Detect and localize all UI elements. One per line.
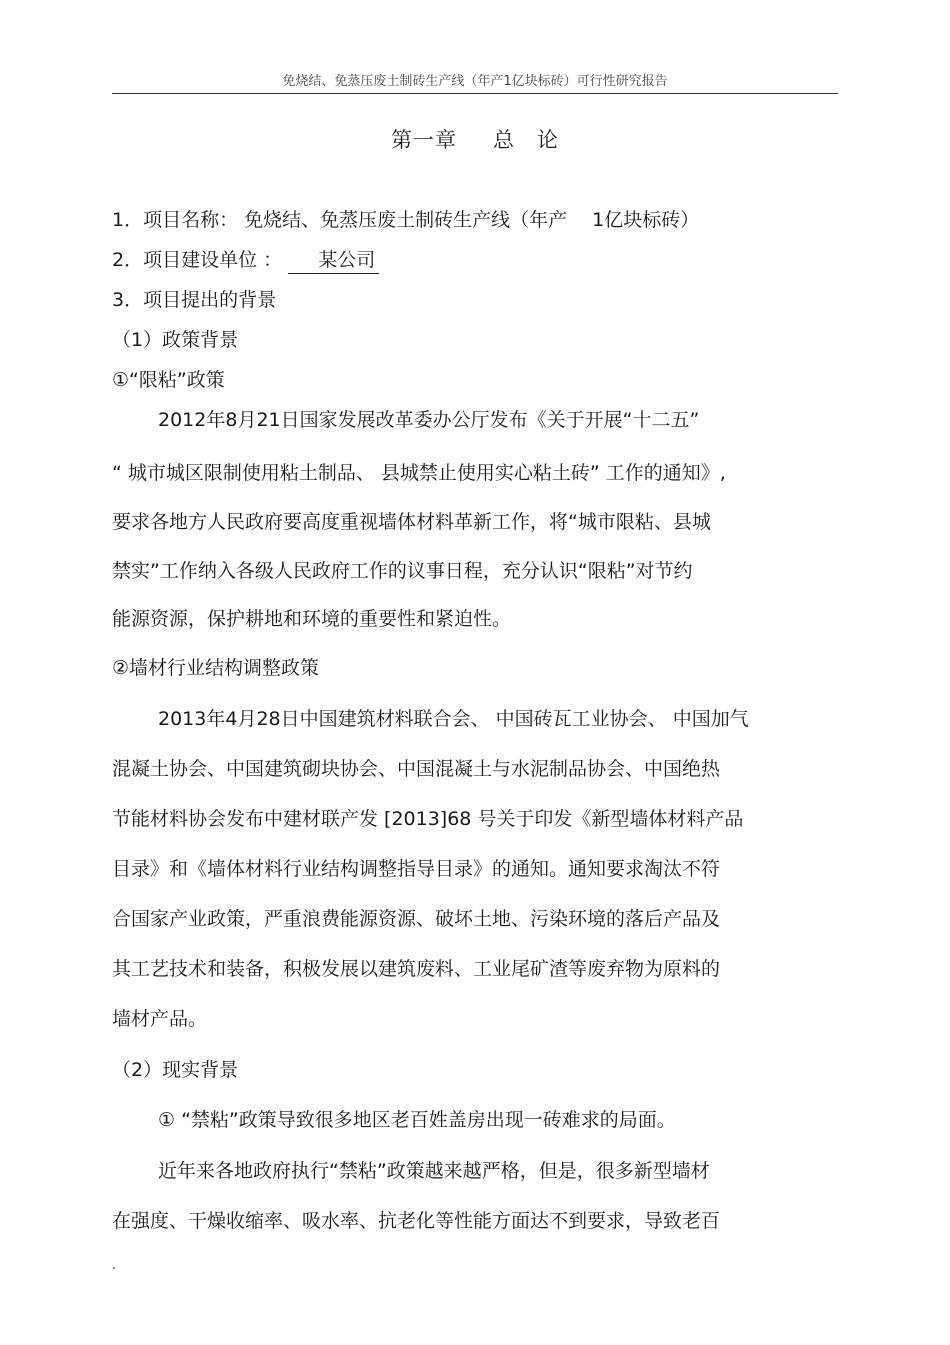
reality-line: 在强度、干燥收缩率、吸水率、抗老化等性能方面达不到要求，导致老百 [112,1210,721,1232]
policy-heading: （1）政策背景 [112,329,239,351]
running-header: 免烧结、免蒸压废土制砖生产线（年产1亿块标砖）可行性研究报告 [282,74,668,89]
item-construction-unit [112,247,379,274]
chapter-title [112,124,838,154]
item-background: 3．项目提出的背景 [112,289,277,311]
reality-heading: （2）现实背景 [112,1059,239,1081]
policy-sub2-line: 其工艺技术和装备，积极发展以建筑废料、工业尾矿渣等废弃物为原料的 [112,958,721,980]
header-divider [112,93,838,94]
chapter-label: 第一章 [391,128,457,152]
page-footer-dot: . [112,1258,116,1272]
policy-sub1-line: 能源资源，保护耕地和环境的重要性和紧迫性。 [112,608,512,630]
policy-sub1-line: 2012年8月21日国家发展改革委办公厅发布《关于开展“十二五” [158,409,700,431]
policy-sub2-line: 墙材产品。 [112,1008,208,1030]
item-project-name: 1．项目名称： 免烧结、免蒸压废土制砖生产线（年产 1亿块标砖） [112,209,700,231]
policy-sub2-line: 节能材料协会发布中建材联产发 [2013]68 号关于印发《新型墙体材料产品 [112,808,744,830]
policy-sub2-line: 目录》和《墙体材料行业结构调整指导目录》的通知。通知要求淘汰不符 [112,858,721,880]
policy-sub1-heading: ①“限粘”政策 [112,369,225,391]
policy-sub2-line: 混凝土协会、中国建筑砌块协会、中国混凝土与水泥制品协会、中国绝热 [112,758,721,780]
reality-sub1-heading: ① “禁粘”政策导致很多地区老百姓盖房出现一砖难求的局面。 [158,1109,676,1131]
construction-unit-value: 某公司 [288,247,379,274]
reality-line: 近年来各地政府执行“禁粘”政策越来越严格，但是，很多新型墙材 [158,1160,710,1182]
policy-sub2-line: 2013年4月28日中国建筑材料联合会、 中国砖瓦工业协会、 中国加气 [158,708,749,730]
chapter-name: 总 论 [493,128,559,152]
policy-sub2-heading: ②墙材行业结构调整政策 [112,657,320,679]
policy-sub1-line: 禁实”工作纳入各级人民政府工作的议事日程，充分认识“限粘”对节约 [112,560,693,582]
policy-sub1-line: 要求各地方人民政府要高度重视墙体材料革新工作，将“城市限粘、县城 [112,511,711,533]
construction-unit-label: 2．项目建设单位 ： [112,249,283,271]
policy-sub1-line: “ 城市城区限制使用粘土制品、 县城禁止使用实心粘土砖” 工作的通知》, [112,462,726,484]
policy-sub2-line: 合国家产业政策，严重浪费能源资源、破坏土地、污染环境的落后产品及 [112,908,721,930]
